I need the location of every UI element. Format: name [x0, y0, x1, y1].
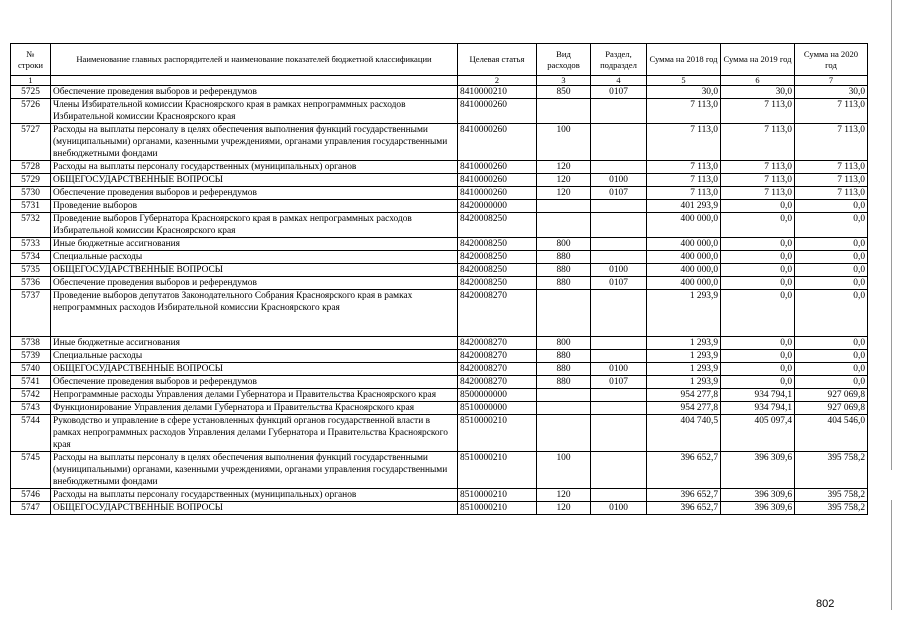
header-expense-type: Вид расходов	[537, 44, 591, 76]
row-number: 5734	[11, 251, 51, 264]
row-name: Обеспечение проведения выборов и референдумов	[51, 86, 458, 99]
sum-2019: 405 097,4	[721, 415, 795, 452]
sum-2019: 0,0	[721, 363, 795, 376]
expense-type-code: 880	[537, 251, 591, 264]
sum-2020: 927 069,8	[795, 402, 868, 415]
sum-2018: 401 293,9	[647, 200, 721, 213]
table-row	[11, 290, 868, 337]
expense-type-code: 120	[537, 502, 591, 515]
sum-2020: 0,0	[795, 251, 868, 264]
row-name: Обеспечение проведения выборов и референдумов	[51, 187, 458, 200]
table-row	[11, 350, 868, 363]
row-name: Руководство и управление в сфере установленных функций органов государственной власти в рамках непрограммных расходов Управления делами Губернатора и Правительства Красноярского края	[51, 415, 458, 452]
section-code	[591, 99, 647, 124]
table-row	[11, 174, 868, 187]
sum-2020: 7 113,0	[795, 99, 868, 124]
sum-2020: 395 758,2	[795, 502, 868, 515]
row-name: ОБЩЕГОСУДАРСТВЕННЫЕ ВОПРОСЫ	[51, 363, 458, 376]
section-code	[591, 337, 647, 350]
section-code	[591, 161, 647, 174]
expense-type-code: 120	[537, 161, 591, 174]
sum-2020: 927 069,8	[795, 389, 868, 402]
expense-type-code: 850	[537, 86, 591, 99]
expense-type-code: 800	[537, 337, 591, 350]
row-name: Проведение выборов депутатов Законодательного Собрания Красноярского края в рамках непрограммных расходов Избирательной комиссии Красноярского края	[51, 290, 458, 337]
target-article-code: 8510000000	[458, 402, 537, 415]
target-article-code: 8420008250	[458, 264, 537, 277]
sum-2019: 0,0	[721, 290, 795, 337]
row-number: 5727	[11, 124, 51, 161]
sum-2020: 7 113,0	[795, 161, 868, 174]
sum-2020: 404 546,0	[795, 415, 868, 452]
table-row	[11, 200, 868, 213]
section-code	[591, 389, 647, 402]
header-target-article: Целевая статья	[458, 44, 537, 76]
section-code: 0107	[591, 277, 647, 290]
row-name: ОБЩЕГОСУДАРСТВЕННЫЕ ВОПРОСЫ	[51, 264, 458, 277]
table-row	[11, 376, 868, 389]
column-numbers-row	[11, 76, 868, 86]
target-article-code: 8410000210	[458, 86, 537, 99]
table-row	[11, 363, 868, 376]
row-name: Функционирование Управления делами Губернатора и Правительства Красноярского края	[51, 402, 458, 415]
sum-2019: 7 113,0	[721, 99, 795, 124]
table-row	[11, 402, 868, 415]
row-number: 5746	[11, 489, 51, 502]
table-row	[11, 452, 868, 489]
target-article-code: 8510000210	[458, 415, 537, 452]
target-article-code: 8420008270	[458, 350, 537, 363]
expense-type-code: 880	[537, 277, 591, 290]
sum-2018: 400 000,0	[647, 277, 721, 290]
column-number: 3	[537, 76, 591, 86]
column-number: 1	[11, 76, 51, 86]
row-number: 5739	[11, 350, 51, 363]
row-name: Проведение выборов	[51, 200, 458, 213]
row-number: 5731	[11, 200, 51, 213]
sum-2020: 0,0	[795, 200, 868, 213]
expense-type-code: 120	[537, 489, 591, 502]
sum-2018: 1 293,9	[647, 350, 721, 363]
table-row	[11, 251, 868, 264]
target-article-code: 8500000000	[458, 389, 537, 402]
row-number: 5730	[11, 187, 51, 200]
target-article-code: 8510000210	[458, 489, 537, 502]
sum-2018: 396 652,7	[647, 452, 721, 489]
sum-2018: 1 293,9	[647, 290, 721, 337]
table-row	[11, 124, 868, 161]
sum-2019: 7 113,0	[721, 174, 795, 187]
sum-2018: 954 277,8	[647, 402, 721, 415]
table-row	[11, 264, 868, 277]
sum-2019: 396 309,6	[721, 452, 795, 489]
page-edge-line	[891, 0, 892, 470]
budget-table	[10, 43, 868, 515]
section-code	[591, 402, 647, 415]
target-article-code: 8410000260	[458, 124, 537, 161]
table-row	[11, 238, 868, 251]
sum-2018: 1 293,9	[647, 337, 721, 350]
sum-2018: 7 113,0	[647, 99, 721, 124]
table-row	[11, 337, 868, 350]
section-code	[591, 290, 647, 337]
row-number: 5732	[11, 213, 51, 238]
row-number: 5735	[11, 264, 51, 277]
section-code	[591, 124, 647, 161]
sum-2018: 396 652,7	[647, 489, 721, 502]
sum-2020: 0,0	[795, 376, 868, 389]
sum-2020: 395 758,2	[795, 452, 868, 489]
sum-2020: 395 758,2	[795, 489, 868, 502]
sum-2020: 30,0	[795, 86, 868, 99]
sum-2019: 0,0	[721, 251, 795, 264]
sum-2018: 954 277,8	[647, 389, 721, 402]
expense-type-code: 880	[537, 350, 591, 363]
header-name: Наименование главных распорядителей и наименование показателей бюджетной классификации	[51, 44, 458, 76]
row-number: 5737	[11, 290, 51, 337]
section-code: 0100	[591, 264, 647, 277]
section-code: 0107	[591, 187, 647, 200]
sum-2020: 0,0	[795, 264, 868, 277]
table-row	[11, 213, 868, 238]
table-row	[11, 161, 868, 174]
table-row	[11, 502, 868, 515]
sum-2018: 7 113,0	[647, 187, 721, 200]
sum-2018: 400 000,0	[647, 213, 721, 238]
target-article-code: 8410000260	[458, 161, 537, 174]
row-name: Специальные расходы	[51, 350, 458, 363]
section-code	[591, 350, 647, 363]
section-code	[591, 415, 647, 452]
expense-type-code: 120	[537, 174, 591, 187]
table-row	[11, 187, 868, 200]
row-name: ОБЩЕГОСУДАРСТВЕННЫЕ ВОПРОСЫ	[51, 174, 458, 187]
row-name: Расходы на выплаты персоналу в целях обеспечения выполнения функций государственными (муниципальными) органами, казенными учреждениями, органами управления государственными внебюджетными фондами	[51, 452, 458, 489]
sum-2020: 0,0	[795, 363, 868, 376]
row-number: 5728	[11, 161, 51, 174]
section-code	[591, 452, 647, 489]
expense-type-code: 100	[537, 124, 591, 161]
row-number: 5743	[11, 402, 51, 415]
row-name: Специальные расходы	[51, 251, 458, 264]
target-article-code: 8420008270	[458, 290, 537, 337]
target-article-code: 8420008250	[458, 213, 537, 238]
header-section: Раздел, подраздел	[591, 44, 647, 76]
sum-2019: 30,0	[721, 86, 795, 99]
expense-type-code: 880	[537, 376, 591, 389]
sum-2019: 396 309,6	[721, 489, 795, 502]
column-number: 6	[721, 76, 795, 86]
section-code	[591, 200, 647, 213]
row-number: 5738	[11, 337, 51, 350]
row-name: Иные бюджетные ассигнования	[51, 337, 458, 350]
target-article-code: 8410000260	[458, 99, 537, 124]
sum-2019: 0,0	[721, 277, 795, 290]
table-row	[11, 86, 868, 99]
column-number: 4	[591, 76, 647, 86]
section-code: 0107	[591, 376, 647, 389]
section-code	[591, 489, 647, 502]
row-name: Расходы на выплаты персоналу в целях обеспечения выполнения функций государственными (муниципальными) органами, казенными учреждениями, органами управления государственными внебюджетными фондами	[51, 124, 458, 161]
row-number: 5733	[11, 238, 51, 251]
row-number: 5740	[11, 363, 51, 376]
row-number: 5729	[11, 174, 51, 187]
row-number: 5741	[11, 376, 51, 389]
target-article-code: 8420008250	[458, 251, 537, 264]
target-article-code: 8420008250	[458, 238, 537, 251]
sum-2020: 0,0	[795, 213, 868, 238]
sum-2020: 0,0	[795, 277, 868, 290]
sum-2019: 7 113,0	[721, 161, 795, 174]
sum-2019: 0,0	[721, 213, 795, 238]
sum-2020: 0,0	[795, 337, 868, 350]
sum-2018: 7 113,0	[647, 161, 721, 174]
sum-2019: 7 113,0	[721, 187, 795, 200]
sum-2018: 30,0	[647, 86, 721, 99]
target-article-code: 8410000260	[458, 187, 537, 200]
row-name: Обеспечение проведения выборов и референдумов	[51, 277, 458, 290]
table-row	[11, 277, 868, 290]
table-row	[11, 389, 868, 402]
header-row-no: № строки	[11, 44, 51, 76]
header-sum-2019: Сумма на 2019 год	[721, 44, 795, 76]
sum-2019: 0,0	[721, 238, 795, 251]
expense-type-code	[537, 213, 591, 238]
sum-2018: 7 113,0	[647, 124, 721, 161]
target-article-code: 8510000210	[458, 502, 537, 515]
expense-type-code: 120	[537, 187, 591, 200]
header-sum-2020: Сумма на 2020 год	[795, 44, 868, 76]
table-row	[11, 489, 868, 502]
sum-2019: 0,0	[721, 200, 795, 213]
sum-2019: 0,0	[721, 350, 795, 363]
expense-type-code	[537, 389, 591, 402]
sum-2020: 0,0	[795, 350, 868, 363]
expense-type-code	[537, 402, 591, 415]
section-code: 0100	[591, 363, 647, 376]
row-name: Проведение выборов Губернатора Красноярского края в рамках непрограммных расходов Избирательной комиссии Красноярского края	[51, 213, 458, 238]
row-number: 5744	[11, 415, 51, 452]
expense-type-code: 880	[537, 363, 591, 376]
sum-2018: 400 000,0	[647, 264, 721, 277]
sum-2018: 400 000,0	[647, 238, 721, 251]
target-article-code: 8420008270	[458, 363, 537, 376]
expense-type-code	[537, 99, 591, 124]
target-article-code: 8420008270	[458, 376, 537, 389]
row-number: 5747	[11, 502, 51, 515]
expense-type-code	[537, 415, 591, 452]
row-number: 5725	[11, 86, 51, 99]
sum-2018: 1 293,9	[647, 376, 721, 389]
target-article-code: 8510000210	[458, 452, 537, 489]
expense-type-code: 880	[537, 264, 591, 277]
sum-2020: 7 113,0	[795, 187, 868, 200]
sum-2018: 400 000,0	[647, 251, 721, 264]
sum-2020: 7 113,0	[795, 124, 868, 161]
row-name: Расходы на выплаты персоналу государственных (муниципальных) органов	[51, 161, 458, 174]
target-article-code: 8410000260	[458, 174, 537, 187]
column-number: 2	[458, 76, 537, 86]
page-edge-line	[891, 500, 892, 610]
row-name: Непрограммные расходы Управления делами Губернатора и Правительства Красноярского края	[51, 389, 458, 402]
sum-2018: 7 113,0	[647, 174, 721, 187]
sum-2018: 404 740,5	[647, 415, 721, 452]
section-code: 0107	[591, 86, 647, 99]
sum-2019: 0,0	[721, 376, 795, 389]
section-code	[591, 251, 647, 264]
row-number: 5745	[11, 452, 51, 489]
row-number: 5726	[11, 99, 51, 124]
section-code: 0100	[591, 502, 647, 515]
expense-type-code: 100	[537, 452, 591, 489]
target-article-code: 8420000000	[458, 200, 537, 213]
page-number: 802	[816, 598, 835, 610]
sum-2018: 1 293,9	[647, 363, 721, 376]
sum-2019: 0,0	[721, 264, 795, 277]
sum-2019: 0,0	[721, 337, 795, 350]
target-article-code: 8420008270	[458, 337, 537, 350]
section-code: 0100	[591, 174, 647, 187]
table-row	[11, 415, 868, 452]
target-article-code: 8420008250	[458, 277, 537, 290]
row-number: 5736	[11, 277, 51, 290]
expense-type-code: 800	[537, 238, 591, 251]
sum-2018: 396 652,7	[647, 502, 721, 515]
expense-type-code	[537, 290, 591, 337]
row-number: 5742	[11, 389, 51, 402]
header-sum-2018: Сумма на 2018 год	[647, 44, 721, 76]
row-name: Члены Избирательной комиссии Красноярского края в рамках непрограммных расходов Избирательной комиссии Красноярского края	[51, 99, 458, 124]
sum-2020: 0,0	[795, 290, 868, 337]
table-row	[11, 99, 868, 124]
row-name: Обеспечение проведения выборов и референдумов	[51, 376, 458, 389]
column-number: 7	[795, 76, 868, 86]
sum-2020: 0,0	[795, 238, 868, 251]
expense-type-code	[537, 200, 591, 213]
section-code	[591, 213, 647, 238]
table-body	[11, 76, 868, 515]
sum-2019: 7 113,0	[721, 124, 795, 161]
sum-2019: 934 794,1	[721, 402, 795, 415]
column-number: 5	[647, 76, 721, 86]
sum-2019: 396 309,6	[721, 502, 795, 515]
sum-2020: 7 113,0	[795, 174, 868, 187]
section-code	[591, 238, 647, 251]
column-number	[51, 76, 458, 86]
row-name: ОБЩЕГОСУДАРСТВЕННЫЕ ВОПРОСЫ	[51, 502, 458, 515]
table-header	[11, 44, 868, 76]
row-name: Иные бюджетные ассигнования	[51, 238, 458, 251]
row-name: Расходы на выплаты персоналу государственных (муниципальных) органов	[51, 489, 458, 502]
sum-2019: 934 794,1	[721, 389, 795, 402]
